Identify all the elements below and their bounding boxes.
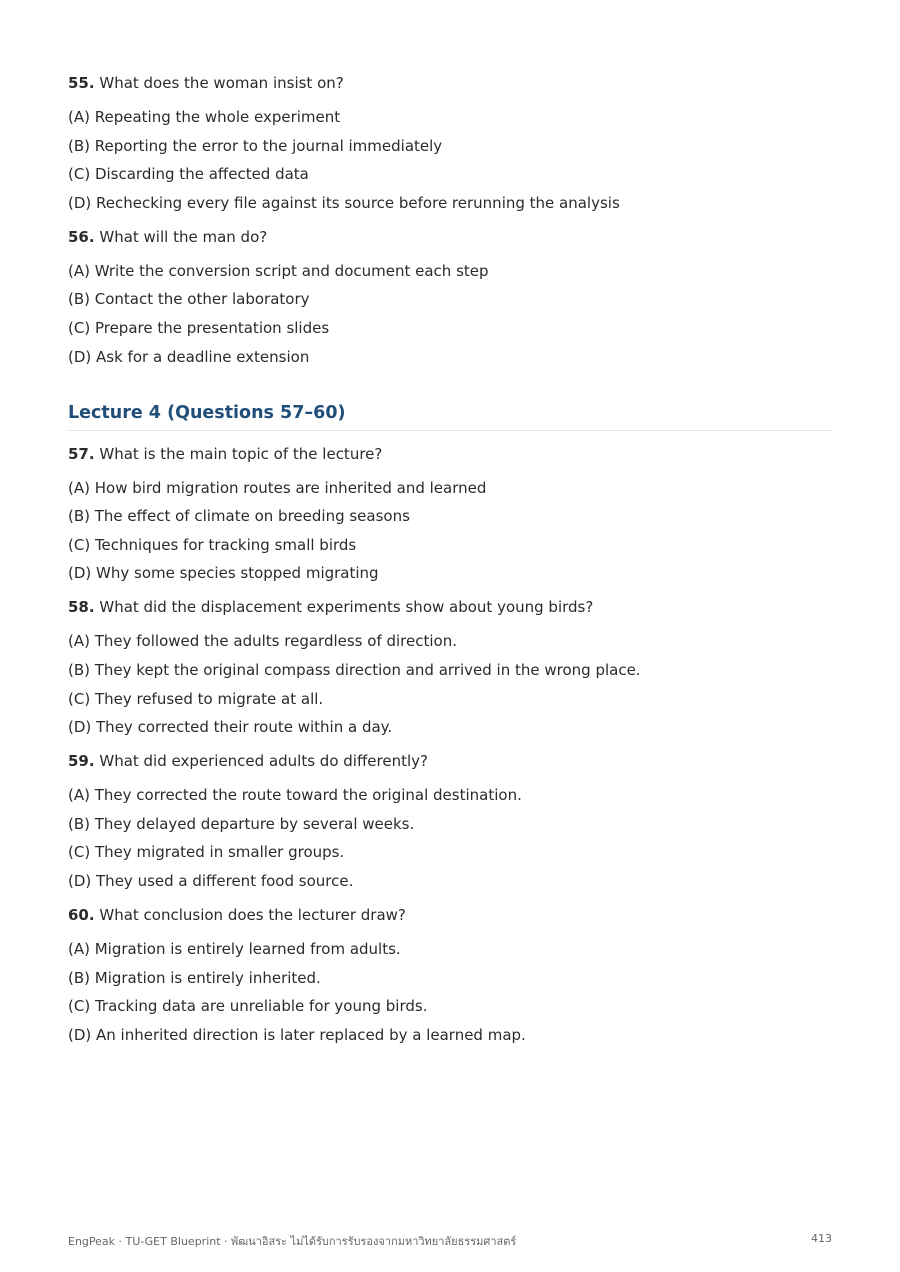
option-c: (C) Discarding the affected data bbox=[68, 165, 309, 184]
question-text: What does the woman insist on? bbox=[99, 74, 344, 92]
option-c: (C) They migrated in smaller groups. bbox=[68, 843, 345, 862]
question-number: 60. bbox=[68, 905, 95, 924]
question-59 bbox=[68, 750, 832, 772]
option-a: (A) They corrected the route toward the original destination. bbox=[68, 786, 522, 805]
option-b: (B) Migration is entirely inherited. bbox=[68, 968, 321, 987]
option-c: (C) Tracking data are unreliable for young birds. bbox=[68, 997, 428, 1016]
option-c: (C) Techniques for tracking small birds bbox=[68, 535, 357, 554]
section-heading: Lecture 4 (Questions 57–60) bbox=[68, 402, 832, 431]
question-57 bbox=[68, 443, 832, 465]
option-b: (B) The effect of climate on breeding seasons bbox=[68, 507, 410, 526]
options-56 bbox=[68, 260, 832, 368]
question-text: What did experienced adults do differently? bbox=[99, 752, 428, 771]
page-content bbox=[68, 72, 832, 1058]
option-d: (D) They used a different food source. bbox=[68, 871, 354, 890]
option-a: (A) Repeating the whole experiment bbox=[68, 108, 341, 126]
option-d: (D) An inherited direction is later replaced by a learned map. bbox=[68, 1025, 526, 1044]
question-number: 59. bbox=[68, 752, 95, 771]
option-c: (C) Prepare the presentation slides bbox=[68, 318, 330, 337]
options-57 bbox=[68, 477, 832, 585]
option-c: (C) They refused to migrate at all. bbox=[68, 689, 324, 708]
option-a: (A) Write the conversion script and document each step bbox=[68, 261, 489, 280]
option-b: (B) Contact the other laboratory bbox=[68, 290, 310, 309]
question-text: What will the man do? bbox=[99, 227, 268, 246]
page-number: 413 bbox=[811, 1232, 832, 1245]
option-d: (D) Rechecking every file against its source before rerunning the analysis bbox=[68, 193, 620, 212]
question-number: 57. bbox=[68, 444, 95, 463]
question-55 bbox=[68, 72, 832, 94]
options-58 bbox=[68, 630, 832, 738]
question-number: 56. bbox=[68, 227, 95, 246]
question-number: 55. bbox=[68, 74, 95, 92]
question-text: What is the main topic of the lecture? bbox=[99, 444, 383, 463]
options-59 bbox=[68, 784, 832, 892]
options-60 bbox=[68, 938, 832, 1046]
option-b: (B) They kept the original compass direction and arrived in the wrong place. bbox=[68, 660, 641, 679]
option-a: (A) Migration is entirely learned from adults. bbox=[68, 939, 401, 958]
option-a: (A) They followed the adults regardless of direction. bbox=[68, 632, 457, 651]
question-58 bbox=[68, 596, 832, 618]
option-a: (A) How bird migration routes are inherited and learned bbox=[68, 478, 487, 497]
option-d: (D) Why some species stopped migrating bbox=[68, 564, 379, 583]
option-d: (D) They corrected their route within a day. bbox=[68, 718, 393, 737]
option-b: (B) Reporting the error to the journal immediately bbox=[68, 136, 443, 155]
question-56 bbox=[68, 226, 832, 248]
option-d: (D) Ask for a deadline extension bbox=[68, 347, 310, 366]
question-text: What conclusion does the lecturer draw? bbox=[99, 905, 406, 924]
question-number: 58. bbox=[68, 598, 95, 617]
question-60 bbox=[68, 904, 832, 926]
footer-text: EngPeak · TU-GET Blueprint · พัฒนาอิสระ ไม่ได้รับการรับรองจากมหาวิทยาลัยธรรมศาสตร์ bbox=[68, 1235, 517, 1248]
question-text: What did the displacement experiments show about young birds? bbox=[99, 598, 594, 617]
page-footer bbox=[68, 1232, 832, 1250]
options-55 bbox=[68, 106, 832, 214]
option-b: (B) They delayed departure by several weeks. bbox=[68, 814, 415, 833]
